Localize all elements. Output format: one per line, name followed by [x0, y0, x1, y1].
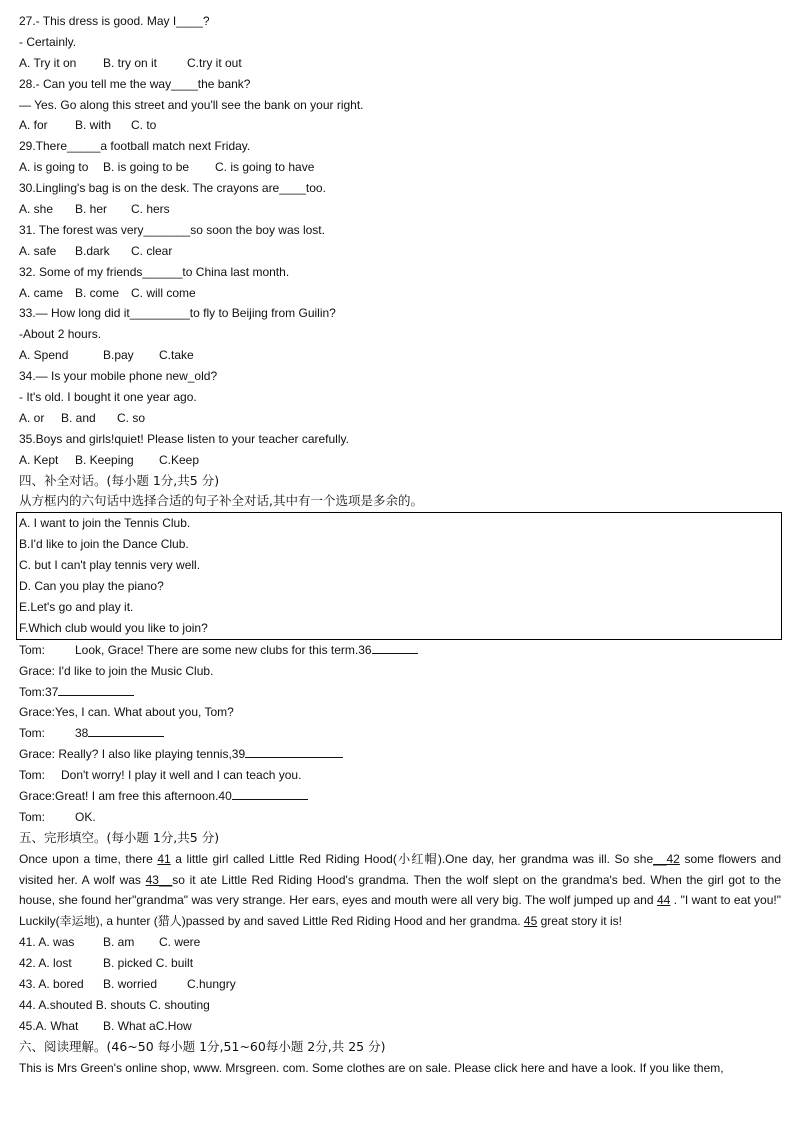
choice-a: A. I want to join the Tennis Club. [19, 516, 191, 531]
option-c: C. will come [131, 285, 196, 300]
option-c: C. to [131, 118, 157, 133]
option-a: 41. A. was [19, 935, 75, 950]
worksheet-page [19, 11, 781, 1078]
dialog-line: Grace: I'd like to join the Music Club. [19, 663, 214, 678]
option-c: C. hers [131, 202, 170, 217]
passage-text: a little girl called Little Red Riding Hood(小红帽).One day, her grandma was ill. So she [170, 851, 654, 866]
option-b: B. is going to be [103, 160, 190, 175]
dialog-text: Grace:Great! I am free this afternoon.40 [19, 788, 232, 803]
choice-b: B.I'd like to join the Dance Club. [19, 537, 189, 552]
option-a: A. Try it on [19, 55, 77, 70]
option-c: C.try it out [187, 55, 242, 70]
blank-44: 44 [656, 893, 671, 908]
reading-passage: This is Mrs Green's online shop, www. Mrsgreen. com. Some clothes are on sale. Please click here and have a look. If you like them, [19, 1060, 724, 1075]
question-31: 31. The forest was very_______so soon the boy was lost. [19, 222, 325, 237]
option-a: A. Kept [19, 452, 59, 467]
question-28: 28.- Can you tell me the way____the bank? [19, 76, 251, 91]
section-4-instructions: 从方框内的六句话中选择合适的句子补全对话,其中有一个选项是多余的。 [19, 493, 423, 509]
answer-blank-37[interactable] [58, 682, 134, 696]
option-b: B. and [61, 410, 96, 425]
passage-text: . "I want to eat you!" Luckily(幸运地), a hunter (猎人)passed by and saved Little Red Riding Hood and her grandma. [19, 893, 781, 929]
answer-line: — Yes. Go along this street and you'll see the bank on your right. [19, 97, 364, 112]
option-a: A. is going to [19, 160, 89, 175]
options-27 [19, 53, 781, 74]
option-a: A. she [19, 202, 54, 217]
speaker-tom: Tom: [19, 726, 46, 741]
option-c: C. clear [131, 243, 173, 258]
option-c: C. were [159, 935, 201, 950]
speaker-tom: Tom: [19, 768, 46, 783]
dialog-line [19, 744, 781, 765]
cloze-passage [19, 849, 781, 933]
option-c: C. so [117, 410, 146, 425]
options-43 [19, 974, 781, 995]
dialog-text: Grace: Really? I also like playing tennis,39 [19, 747, 246, 762]
question-33: 33.— How long did it_________to fly to Beijing from Guilin? [19, 306, 336, 321]
dialog-text: Look, Grace! There are some new clubs for this term.36 [75, 642, 372, 657]
option-a: 43. A. bored [19, 977, 84, 992]
options-45 [19, 1016, 781, 1037]
passage-text: some flowers and visited her. A wolf was [19, 851, 781, 887]
option-b: B. am [103, 935, 135, 950]
blank-45: 45 [523, 914, 538, 929]
blank-41: 41 [157, 851, 171, 866]
option-b: B.dark [75, 243, 110, 258]
choice-e: E.Let's go and play it. [19, 599, 134, 614]
options-34 [19, 408, 781, 429]
dialog-line [19, 765, 781, 786]
question-32: 32. Some of my friends______to China last month. [19, 264, 290, 279]
option-b: B. Keeping [75, 452, 134, 467]
options-29 [19, 157, 781, 178]
dialog-text: 38 [75, 726, 89, 741]
dialog-line [19, 682, 781, 703]
option-a: A. safe [19, 243, 57, 258]
dialog-text: Don't worry! I play it well and I can teach you. [61, 768, 302, 783]
option-a: A. for [19, 118, 48, 133]
answer-blank-38[interactable] [88, 723, 164, 737]
answer-line: - Certainly. [19, 34, 77, 49]
options-30 [19, 199, 781, 220]
question-29: 29.There_____a football match next Friday. [19, 139, 251, 154]
option-b: B.pay [103, 348, 134, 363]
dialog-line [19, 640, 781, 661]
option-b: B. with [75, 118, 112, 133]
options-41 [19, 932, 781, 953]
question-30: 30.Lingling's bag is on the desk. The crayons are____too. [19, 181, 326, 196]
option-b: B. come [75, 285, 120, 300]
answer-line: - It's old. I bought it one year ago. [19, 390, 197, 405]
blank-42: __42 [653, 851, 680, 866]
dialog-line [19, 723, 781, 744]
choice-c: C. but I can't play tennis very well. [19, 558, 201, 573]
answer-blank-40[interactable] [232, 786, 308, 800]
option-b: B. her [75, 202, 108, 217]
question-35: 35.Boys and girls!quiet! Please listen to your teacher carefully. [19, 431, 349, 446]
speaker-tom: Tom: [19, 809, 46, 824]
passage-text: great story it is! [537, 914, 622, 929]
dialog-line: Grace:Yes, I can. What about you, Tom? [19, 705, 234, 720]
options-35 [19, 450, 781, 471]
blank-43: 43__ [145, 872, 173, 887]
options-44: 44. A.shouted B. shouts C. shouting [19, 997, 210, 1012]
option-c: C.hungry [187, 977, 236, 992]
dialog-text: OK. [75, 809, 96, 824]
section-6-title: 六、阅读理解。(46~50 每小题 1分,51~60每小题 2分,共 25 分) [19, 1038, 386, 1054]
options-31 [19, 241, 781, 262]
option-a: A. or [19, 410, 45, 425]
option-a: A. Spend [19, 348, 69, 363]
choice-d: D. Can you play the piano? [19, 579, 164, 594]
choices-box [16, 512, 782, 639]
answer-blank-36[interactable] [372, 640, 418, 654]
passage-text: so it ate Little Red Riding Hood's grandma. Then the wolf slept on the grandma's bed. When the girl got to the house, she found her"grandma" was very strange. Her ears, eyes and mouth were all very big. The wolf jumped up and [19, 872, 781, 908]
options-32 [19, 283, 781, 304]
choice-f: F.Which club would you like to join? [19, 620, 208, 635]
option-a: 42. A. lost [19, 956, 72, 971]
option-bc: B. picked C. built [103, 956, 194, 971]
answer-blank-39[interactable] [245, 744, 343, 758]
option-c: C.Keep [159, 452, 200, 467]
dialog-line [19, 786, 781, 807]
question-27: 27.- This dress is good. May I____? [19, 14, 210, 28]
dialog-line [19, 807, 781, 828]
options-33 [19, 345, 781, 366]
option-c: C.take [159, 348, 194, 363]
section-5-title: 五、完形填空。(每小题 1分,共5 分) [19, 829, 220, 845]
options-42 [19, 953, 781, 974]
speaker-tom: Tom: [19, 642, 46, 657]
options-28 [19, 115, 781, 136]
option-c: C. is going to have [215, 160, 315, 175]
option-a: A. came [19, 285, 64, 300]
option-bc: B. What aC.How [103, 1018, 192, 1033]
dialog-text: Tom:37 [19, 684, 59, 699]
option-b: B. worried [103, 977, 158, 992]
answer-line: -About 2 hours. [19, 327, 102, 342]
passage-text: Once upon a time, there [19, 851, 158, 866]
option-a: 45.A. What [19, 1018, 79, 1033]
question-34: 34.— Is your mobile phone new_old? [19, 369, 218, 384]
option-b: B. try on it [103, 55, 158, 70]
section-4-title: 四、补全对话。(每小题 1分,共5 分) [19, 472, 220, 488]
